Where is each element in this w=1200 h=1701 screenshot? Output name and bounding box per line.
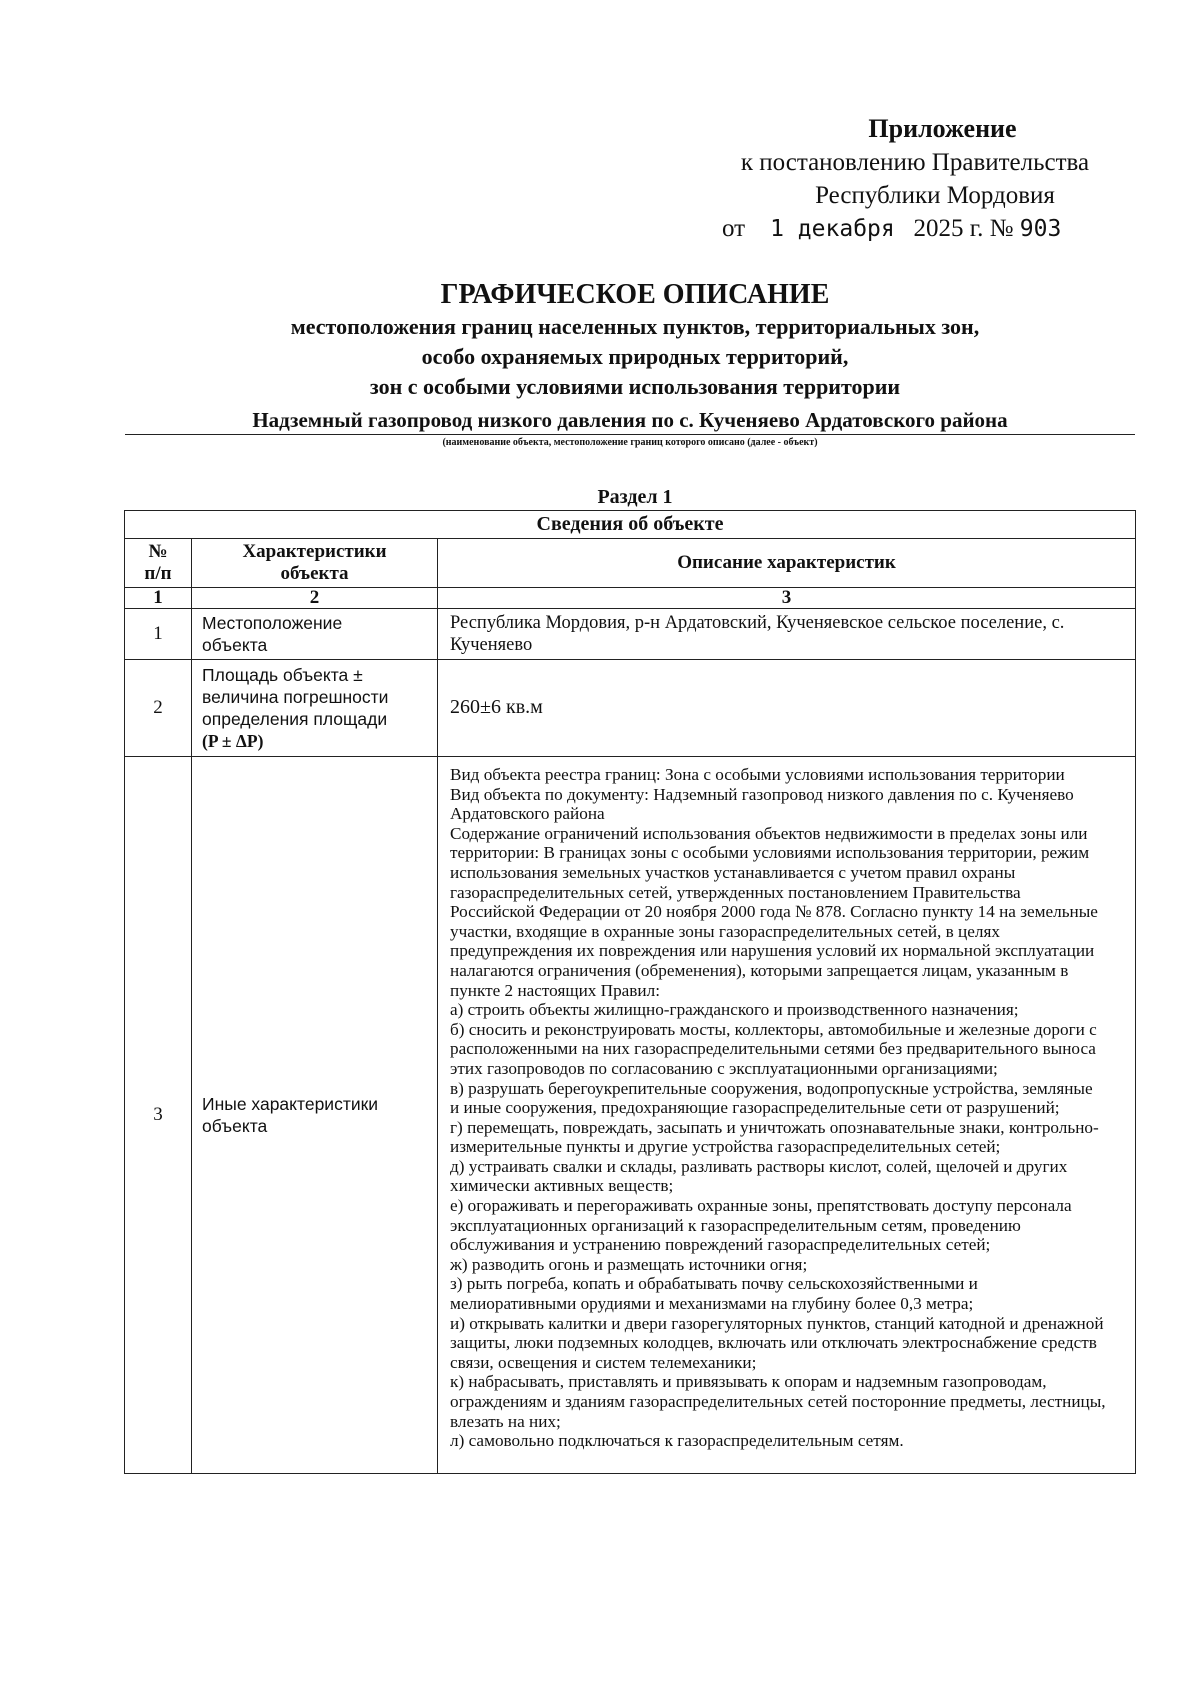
- header-num: № п/п: [125, 539, 192, 588]
- subtitle-line: зон с особыми условиями использования территории: [369, 374, 901, 399]
- table-row: [125, 609, 1136, 660]
- description-line: Вид объекта по документу: Надземный газопровод низкого давления по с. Кученяево: [450, 784, 1074, 804]
- description-line: б) сносить и реконструировать мосты, коллекторы, автомобильные и железные дороги с: [450, 1019, 1097, 1039]
- row-description: Республика Мордовия, р-н Ардатовский, Кученяевское сельское поселение, с. Кученяево: [438, 609, 1136, 660]
- row-number: 3: [125, 757, 192, 1474]
- description-line: в) разрушать берегоукрепительные сооружения, водопропускные устройства, земляные: [450, 1078, 1093, 1098]
- description-line: измерительные пункты и другие устройства газораспределительных сетей;: [450, 1137, 1001, 1157]
- row-characteristic: Местоположение объекта: [192, 609, 438, 660]
- description-line: влезать на них;: [450, 1411, 561, 1431]
- subtitle-line: особо охраняемых природных территорий,: [421, 344, 849, 369]
- description-line: защиты, люки подземных колодцев, включать или отключать электроснабжение средств: [450, 1333, 1097, 1353]
- column-number: 3: [438, 588, 1136, 609]
- appendix-date-line: [700, 212, 1130, 246]
- row-number: 1: [125, 609, 192, 660]
- description-line: Содержание ограничений использования объектов недвижимости в пределах зоны или: [450, 823, 1088, 843]
- description-line: л) самовольно подключаться к газораспределительным сетям.: [450, 1431, 904, 1451]
- object-caption: (наименование объекта, местоположение границ которого описано (далее - объект): [442, 437, 818, 448]
- row-number: 2: [125, 660, 192, 757]
- description-line: з) рыть погреба, копать и обрабатывать почву сельскохозяйственными и: [450, 1274, 978, 1294]
- row-description: [438, 757, 1136, 1474]
- description-line: расположенными на них газораспределительными сетями без предварительного выноса: [450, 1039, 1096, 1059]
- description-line: предупреждения их повреждения или нарушения условий их нормальной эксплуатации: [450, 941, 1095, 961]
- object-name: Надземный газопровод низкого давления по с. Кученяево Ардатовского района: [125, 407, 1135, 435]
- description-line: ограждениям и зданиям газораспределительных сетей посторонние предметы, лестницы,: [450, 1392, 1106, 1411]
- description-line: эксплуатационных организаций к газораспределительным сетям, проведению: [450, 1215, 1021, 1235]
- description-line: использования земельных участков устанавливается с учетом правил охраны: [450, 862, 1016, 882]
- description-line: этих газопроводов по согласованию с эксплуатационными организациями;: [450, 1058, 998, 1078]
- section-title: Раздел 1: [597, 486, 673, 508]
- description-line: обслуживания и устранению повреждений газораспределительных сетей;: [450, 1235, 991, 1255]
- description-line: связи, освещения и систем телемеханики;: [450, 1352, 757, 1372]
- row-description: 260±6 кв.м: [438, 660, 1136, 757]
- document-subtitle: [0, 312, 1200, 402]
- table-row: [125, 757, 1136, 1474]
- header-characteristics: Характеристики объекта: [192, 539, 438, 588]
- description-line: пункте 2 настоящих Правил:: [450, 980, 660, 1000]
- description-line: газораспределительных сетей, утвержденных постановлением Правительства: [450, 882, 1021, 902]
- description-line: д) устраивать свалки и склады, разливать растворы кислот, солей, щелочей и других: [450, 1156, 1068, 1176]
- document-title: ГРАФИЧЕСКОЕ ОПИСАНИЕ: [440, 279, 830, 310]
- object-info-table: [124, 510, 1136, 1474]
- description-line: е) огораживать и перегораживать охранные зоны, препятствовать доступу персонала: [450, 1196, 1072, 1216]
- description-line: налагаются ограничения (обременения), которыми запрещается лицам, указанным в: [450, 960, 1069, 980]
- subtitle-line: местоположения границ населенных пунктов, территориальных зон,: [290, 314, 980, 339]
- appendix-header: [700, 112, 1130, 246]
- header-description: Описание характеристик: [438, 539, 1136, 588]
- description-line: и) открывать калитки и двери газорегуляторных пунктов, станций катодной и дренажной: [450, 1313, 1104, 1333]
- description-line: участки, входящие в охранные зоны газораспределительных сетей, в целях: [450, 921, 1000, 941]
- decree-number: 903: [1019, 216, 1062, 242]
- table-row: [125, 660, 1136, 757]
- date-year: 2025 г. №: [913, 215, 1014, 242]
- description-line: Ардатовского района: [450, 804, 605, 824]
- description-line: а) строить объекты жилищно-гражданского и производственного назначения;: [450, 1000, 1019, 1020]
- description-line: Российской Федерации от 20 ноября 2000 года № 878. Согласно пункту 14 на земельные: [450, 902, 1098, 922]
- description-line: мелиоративными орудиями и механизмами на глубину более 0,3 метра;: [450, 1294, 974, 1314]
- appendix-line-1: к постановлению Правительства: [740, 149, 1090, 176]
- description-line: и иные сооружения, предохраняющие газораспределительные сети от разрушений;: [450, 1098, 1060, 1118]
- row-characteristic: Площадь объекта ± величина погрешности определения площади (P ± ΔP): [192, 660, 438, 757]
- date-prefix: от: [722, 215, 746, 242]
- description-line: к) набрасывать, приставлять и привязывать к опорам и надземным газопроводам,: [450, 1372, 1047, 1392]
- description-line: г) перемещать, повреждать, засыпать и уничтожать опознавательные знаки, контрольно-: [450, 1117, 1099, 1137]
- column-number: 1: [125, 588, 192, 609]
- description-line: ж) разводить огонь и размещать источники огня;: [450, 1254, 808, 1274]
- table-caption: Сведения об объекте: [125, 511, 1136, 539]
- date-value: 1 декабря: [770, 216, 895, 242]
- description-line: химически активных веществ;: [450, 1176, 674, 1196]
- appendix-line-2: Республики Мордовия: [815, 182, 1055, 209]
- row-characteristic: Иные характеристики объекта: [192, 757, 438, 1474]
- description-line: территории: В границах зоны с особыми условиями использования территории, режим: [450, 843, 1090, 863]
- appendix-title: Приложение: [868, 114, 1017, 143]
- column-number: 2: [192, 588, 438, 609]
- description-line: Вид объекта реестра границ: Зона с особыми условиями использования территории: [450, 765, 1065, 784]
